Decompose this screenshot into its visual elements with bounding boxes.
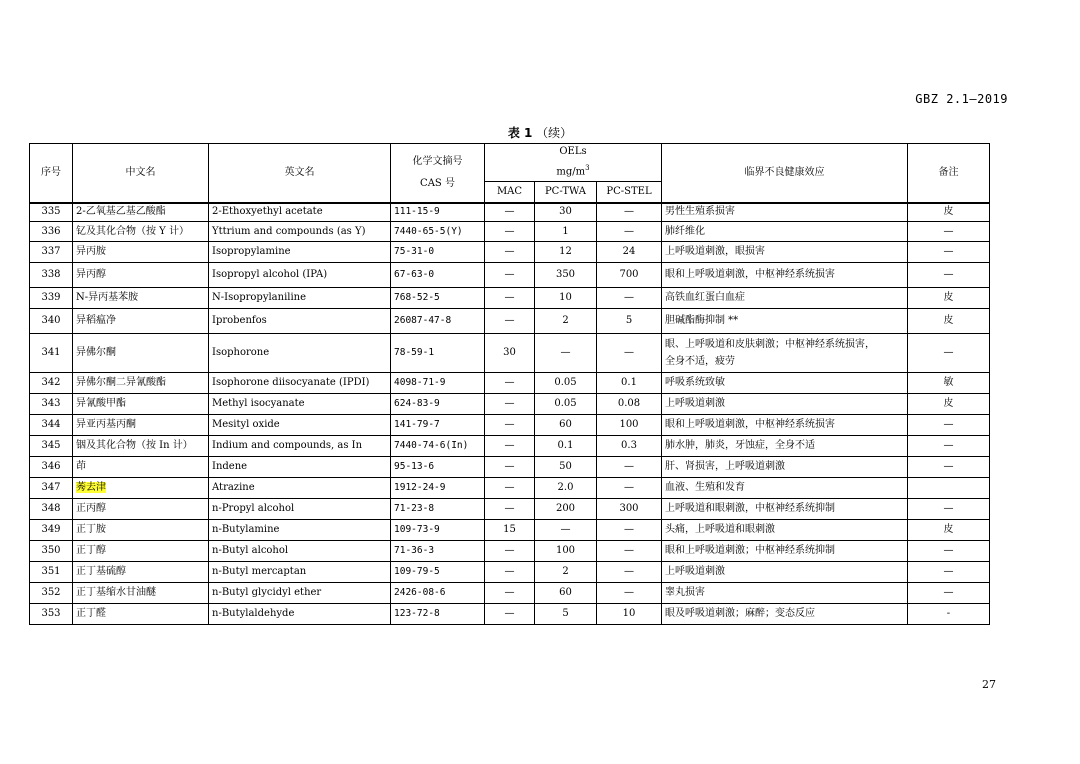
cell-twa: 10 [535, 288, 597, 309]
cell-stel: — [597, 457, 662, 478]
cell-twa: 60 [535, 583, 597, 604]
cell-cas: 75-31-0 [391, 242, 485, 263]
cell-en-name: N-Isopropylaniline [209, 288, 391, 309]
cell-en-name: Iprobenfos [209, 309, 391, 334]
cell-seq: 347 [30, 478, 73, 499]
cell-mac: — [485, 263, 535, 288]
highlighted-name: 莠去津 [76, 482, 106, 493]
cell-cas: 1912-24-9 [391, 478, 485, 499]
cell-mac: — [485, 541, 535, 562]
cell-mac: — [485, 499, 535, 520]
cell-en-name: Indene [209, 457, 391, 478]
cell-mac: — [485, 288, 535, 309]
cell-stel: — [597, 583, 662, 604]
cell-seq: 336 [30, 222, 73, 242]
cell-seq: 340 [30, 309, 73, 334]
col-header-cas-line2: CAS 号 [420, 177, 455, 189]
cell-twa: 100 [535, 541, 597, 562]
cell-cas: 7440-65-5(Y) [391, 222, 485, 242]
cell-remark: — [908, 415, 990, 436]
cell-twa: 2.0 [535, 478, 597, 499]
table-caption [0, 124, 1080, 141]
cell-en-name: Isopropyl alcohol (IPA) [209, 263, 391, 288]
cell-effect: 血液、生殖和发育 [662, 478, 908, 499]
cell-remark: — [908, 583, 990, 604]
cell-twa: 5 [535, 604, 597, 625]
cell-seq: 343 [30, 394, 73, 415]
cell-cn-name: 正丁醇 [73, 541, 209, 562]
cell-cn-name: 异佛尔酮 [73, 334, 209, 373]
cell-effect: 睾丸损害 [662, 583, 908, 604]
cell-stel: — [597, 541, 662, 562]
cell-mac: — [485, 242, 535, 263]
cell-en-name: n-Butylaldehyde [209, 604, 391, 625]
col-header-seq: 序号 [30, 144, 73, 203]
cell-cas: 78-59-1 [391, 334, 485, 373]
cell-seq: 353 [30, 604, 73, 625]
cell-remark: 皮 [908, 520, 990, 541]
table-row [30, 499, 990, 520]
cell-en-name: Indium and compounds, as In [209, 436, 391, 457]
cell-stel: — [597, 520, 662, 541]
cell-remark: — [908, 457, 990, 478]
cell-stel: 0.3 [597, 436, 662, 457]
cell-twa: 30 [535, 203, 597, 222]
cell-cas: 71-36-3 [391, 541, 485, 562]
cell-mac: — [485, 562, 535, 583]
cell-cas: 7440-74-6(In) [391, 436, 485, 457]
cell-mac: — [485, 436, 535, 457]
cell-seq: 346 [30, 457, 73, 478]
table-row [30, 436, 990, 457]
cell-remark: — [908, 263, 990, 288]
cell-stel: 700 [597, 263, 662, 288]
cell-cas: 123-72-8 [391, 604, 485, 625]
cell-cn-name: 钇及其化合物（按 Y 计） [73, 222, 209, 242]
cell-seq: 352 [30, 583, 73, 604]
cell-en-name: n-Butyl glycidyl ether [209, 583, 391, 604]
cell-stel: 24 [597, 242, 662, 263]
cell-cn-name: 正丁基硫醇 [73, 562, 209, 583]
cell-seq: 350 [30, 541, 73, 562]
cell-mac: — [485, 583, 535, 604]
col-header-stel: PC-STEL [597, 182, 662, 203]
cell-effect: 上呼吸道刺激，眼损害 [662, 242, 908, 263]
cell-mac: — [485, 478, 535, 499]
cell-effect: 眼及呼吸道刺激；麻醉；变态反应 [662, 604, 908, 625]
cell-stel: 100 [597, 415, 662, 436]
cell-mac: 15 [485, 520, 535, 541]
table-row [30, 541, 990, 562]
cell-stel: — [597, 478, 662, 499]
cell-cn-name: 异丙胺 [73, 242, 209, 263]
col-header-oels-unit-sup: 3 [585, 164, 590, 173]
table-row [30, 415, 990, 436]
cell-remark: — [908, 436, 990, 457]
cell-stel: 10 [597, 604, 662, 625]
cell-stel: — [597, 334, 662, 373]
cell-remark: — [908, 242, 990, 263]
cell-cas: 111-15-9 [391, 203, 485, 222]
cell-en-name: Isophorone diisocyanate (IPDI) [209, 373, 391, 394]
cell-twa: 0.05 [535, 394, 597, 415]
cell-effect: 肺纤维化 [662, 222, 908, 242]
table-caption-label: 表 1 [507, 126, 533, 140]
cell-stel: 300 [597, 499, 662, 520]
cell-effect: 上呼吸道刺激 [662, 562, 908, 583]
cell-cn-name: 异氰酸甲酯 [73, 394, 209, 415]
cell-stel: 5 [597, 309, 662, 334]
col-header-cas-line1: 化学文摘号 [412, 155, 463, 167]
cell-en-name: n-Butyl alcohol [209, 541, 391, 562]
table-row [30, 604, 990, 625]
cell-effect: 胆碱酯酶抑制 ** [662, 309, 908, 334]
cell-twa: — [535, 520, 597, 541]
table-row [30, 457, 990, 478]
cell-remark: — [908, 334, 990, 373]
cell-effect: 肺水肿，肺炎，牙蚀症，全身不适 [662, 436, 908, 457]
cell-twa: 200 [535, 499, 597, 520]
cell-remark: 敏 [908, 373, 990, 394]
table-body [30, 203, 990, 625]
col-header-effects: 临界不良健康效应 [662, 144, 908, 203]
cell-en-name: Isopropylamine [209, 242, 391, 263]
cell-cn-name [73, 478, 209, 499]
col-header-mac: MAC [485, 182, 535, 203]
cell-twa: 0.05 [535, 373, 597, 394]
cell-remark: — [908, 222, 990, 242]
cell-en-name: Methyl isocyanate [209, 394, 391, 415]
cell-cas: 109-79-5 [391, 562, 485, 583]
cell-cas: 141-79-7 [391, 415, 485, 436]
cell-cas: 26087-47-8 [391, 309, 485, 334]
cell-seq: 335 [30, 203, 73, 222]
cell-cn-name: 异稻瘟净 [73, 309, 209, 334]
cell-stel: — [597, 562, 662, 583]
cell-en-name: n-Butyl mercaptan [209, 562, 391, 583]
cell-effect-line1: 眼、上呼吸道和皮肤刺激；中枢神经系统损害， [665, 339, 875, 350]
cell-seq: 344 [30, 415, 73, 436]
cell-twa: 12 [535, 242, 597, 263]
col-header-cn-name: 中文名 [73, 144, 209, 203]
cell-remark: - [908, 604, 990, 625]
cell-twa: 350 [535, 263, 597, 288]
table-row [30, 583, 990, 604]
col-header-oels-unit-base: mg/m [556, 166, 586, 178]
cell-mac: — [485, 373, 535, 394]
cell-twa: 2 [535, 309, 597, 334]
cell-mac: — [485, 457, 535, 478]
table-row [30, 203, 990, 222]
table-row [30, 309, 990, 334]
cell-cn-name: 异丙醇 [73, 263, 209, 288]
cell-cas: 624-83-9 [391, 394, 485, 415]
cell-remark: 皮 [908, 288, 990, 309]
cell-cas: 71-23-8 [391, 499, 485, 520]
cell-twa: 1 [535, 222, 597, 242]
cell-cn-name: 异亚丙基丙酮 [73, 415, 209, 436]
cell-effect: 高铁血红蛋白血症 [662, 288, 908, 309]
cell-effect: 眼和上呼吸道刺激；中枢神经系统抑制 [662, 541, 908, 562]
standard-code: GBZ 2.1—2019 [915, 92, 1008, 106]
cell-cas: 768-52-5 [391, 288, 485, 309]
cell-stel: — [597, 222, 662, 242]
cell-stel: 0.1 [597, 373, 662, 394]
cell-cn-name: 正丁基缩水甘油醚 [73, 583, 209, 604]
cell-stel: — [597, 203, 662, 222]
cell-seq: 341 [30, 334, 73, 373]
cell-seq: 342 [30, 373, 73, 394]
cell-cn-name: 异佛尔酮二异氰酸酯 [73, 373, 209, 394]
cell-effect: 头痛，上呼吸道和眼刺激 [662, 520, 908, 541]
col-header-oels-label: OELs [559, 146, 587, 158]
cell-twa: — [535, 334, 597, 373]
table-row [30, 394, 990, 415]
table-row [30, 288, 990, 309]
cell-mac: — [485, 604, 535, 625]
table-row [30, 263, 990, 288]
cell-seq: 339 [30, 288, 73, 309]
cell-remark: 皮 [908, 309, 990, 334]
table-row [30, 478, 990, 499]
cell-en-name: n-Propyl alcohol [209, 499, 391, 520]
table-row [30, 562, 990, 583]
table-row [30, 520, 990, 541]
col-header-en-name: 英文名 [209, 144, 391, 203]
table-row [30, 373, 990, 394]
cell-effect: 上呼吸道刺激 [662, 394, 908, 415]
cell-mac: — [485, 203, 535, 222]
cell-cas: 4098-71-9 [391, 373, 485, 394]
cell-seq: 348 [30, 499, 73, 520]
cell-en-name: Mesityl oxide [209, 415, 391, 436]
cell-remark [908, 478, 990, 499]
table-row [30, 242, 990, 263]
cell-cas: 95-13-6 [391, 457, 485, 478]
table-caption-note: （续） [536, 126, 573, 140]
cell-cn-name: 正丁胺 [73, 520, 209, 541]
cell-cn-name: 2-乙氧基乙基乙酸酯 [73, 203, 209, 222]
cell-cn-name: 茚 [73, 457, 209, 478]
cell-mac: — [485, 394, 535, 415]
table-row [30, 334, 990, 373]
cell-cn-name: 铟及其化合物（按 In 计） [73, 436, 209, 457]
cell-remark: — [908, 562, 990, 583]
cell-cn-name: 正丁醛 [73, 604, 209, 625]
cell-twa: 0.1 [535, 436, 597, 457]
table-header [30, 144, 990, 203]
cell-effect: 上呼吸道和眼刺激，中枢神经系统抑制 [662, 499, 908, 520]
cell-en-name: 2-Ethoxyethyl acetate [209, 203, 391, 222]
cell-stel: 0.08 [597, 394, 662, 415]
col-header-oels [485, 144, 662, 182]
cell-twa: 2 [535, 562, 597, 583]
col-header-oels-unit [488, 160, 658, 180]
cell-stel: — [597, 288, 662, 309]
cell-seq: 351 [30, 562, 73, 583]
cell-mac: 30 [485, 334, 535, 373]
cell-remark: 皮 [908, 203, 990, 222]
cell-effect: 呼吸系统致敏 [662, 373, 908, 394]
cell-cn-name: N-异丙基苯胺 [73, 288, 209, 309]
page-number: 27 [982, 678, 996, 691]
col-header-remarks: 备注 [908, 144, 990, 203]
cell-remark: — [908, 499, 990, 520]
cell-effect: 肝、肾损害，上呼吸道刺激 [662, 457, 908, 478]
table-row [30, 222, 990, 242]
cell-twa: 50 [535, 457, 597, 478]
cell-remark: 皮 [908, 394, 990, 415]
cell-en-name: Yttrium and compounds (as Y) [209, 222, 391, 242]
cell-cn-name: 正丙醇 [73, 499, 209, 520]
cell-seq: 349 [30, 520, 73, 541]
cell-en-name: n-Butylamine [209, 520, 391, 541]
cell-seq: 345 [30, 436, 73, 457]
cell-effect: 男性生殖系损害 [662, 203, 908, 222]
cell-cas: 67-63-0 [391, 263, 485, 288]
col-header-cas [391, 144, 485, 203]
cell-remark: — [908, 541, 990, 562]
cell-effect: 眼和上呼吸道刺激，中枢神经系统损害 [662, 263, 908, 288]
cell-seq: 338 [30, 263, 73, 288]
cell-en-name: Atrazine [209, 478, 391, 499]
cell-effect: 眼和上呼吸道刺激，中枢神经系统损害 [662, 415, 908, 436]
cell-en-name: Isophorone [209, 334, 391, 373]
cell-effect [662, 334, 908, 373]
cell-cas: 2426-08-6 [391, 583, 485, 604]
cell-seq: 337 [30, 242, 73, 263]
oel-table [29, 143, 990, 625]
cell-cas: 109-73-9 [391, 520, 485, 541]
cell-twa: 60 [535, 415, 597, 436]
cell-mac: — [485, 309, 535, 334]
col-header-twa: PC-TWA [535, 182, 597, 203]
cell-mac: — [485, 222, 535, 242]
cell-mac: — [485, 415, 535, 436]
cell-effect-line2: 全身不适，疲劳 [665, 356, 735, 367]
